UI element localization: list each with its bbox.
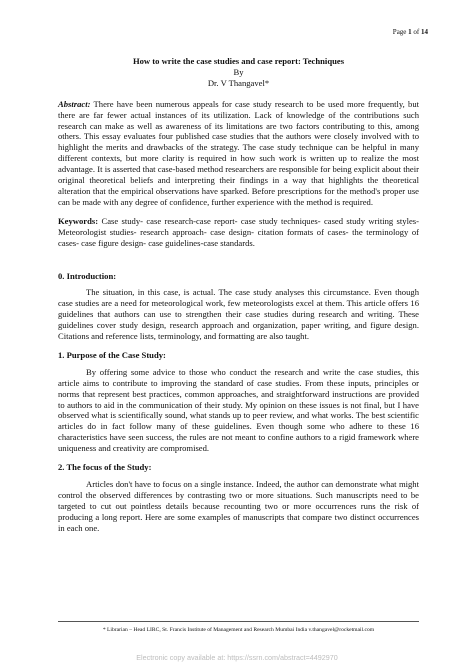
- section-text-introduction: The situation, in this case, is actual. The case study analyses this circumstance. Even though case studies are a need for meteorological work, few meteorologists excel at them. This article offers 16 guidelines that authors can use to strengthen their case studies during research and writing. These guidelines cover study design, research approach and organization, paper writing, and figure design. Citations and reference lists, terminology, and formatting are also taught.: [58, 287, 419, 342]
- section-text-focus: Articles don't have to focus on a single instance. Indeed, the author can demonstrate what might control the observed differences by contrasting two or more situations. Such manuscripts need to be targeted to cut out pointless details because recounting two or more occurrences runs the risk of producing a long report. Here are some examples of manuscripts that compare two distinct occurrences in each one.: [58, 479, 419, 533]
- section-text-purpose: By offering some advice to those who conduct the research and write the case studies, this article aims to contribute to improving the standard of case studies. From these inputs, principles or norms that represent best practices, common approaches, and straightforward instructions are provided to authors to aid in the communication of their study. My opinion on these issues is not final, but I have observed what is scientifically sound, what stands up to peer review, and what works. The best scientific articles do in fact follow many of these guidelines. Even though some who adhere to these 16 characteristics have seen success, the rules are not meant to confine authors to a rigid framework where uniqueness and creativity are compromised.: [58, 366, 419, 454]
- ssrn-watermark[interactable]: Electronic copy available at: https://ssrn.com/abstract=4492970: [136, 653, 338, 662]
- paper-title: How to write the case studies and case report: Techniques: [132, 56, 345, 66]
- footnote-rule: [58, 621, 419, 622]
- keywords-text: Case study- case research-case report- case study techniques- cased study writing styles- Meteorologist studies- research approach- case design- citation formats of cases- the terminology of cases- case figure design- case guidelines-case standards.: [58, 215, 419, 248]
- by-line: By: [233, 66, 244, 77]
- page-number: [393, 28, 428, 37]
- page-number-separator: of: [411, 28, 421, 36]
- author-name: Dr. V Thangavel*: [207, 77, 270, 88]
- paper-body: [58, 56, 419, 542]
- footnote: * Librarian – Head LIRC, St. Francis Institute of Management and Research Mumbai India v.thangavel@rocketmail.com: [102, 627, 375, 633]
- section-heading-focus: 2. The focus of the Study:: [58, 462, 152, 473]
- page-number-prefix: Page: [392, 28, 409, 36]
- keywords-label: Keywords:: [58, 215, 99, 226]
- abstract-text: There have been numerous appeals for case study research to be used more frequently, but there are far fewer actual instances of its utilization. Lack of knowledge of the contributions such research can make as well as awareness of its limitations are two factors contributing to this, among others. This essay evaluates four published case studies that the authors were closely involved with to highlight the merits and drawbacks of the strategy. The case study technique can be helpful in many different contexts, but more clarity is required in how such work is written up to realize the most advantage. It is asserted that case-based method researchers are responsible for being explicit about their original theoretical beliefs and interpreting their findings in a way that highlights the theoretical alteration that the empirical observations have sparked. Before prescriptions for the method's proper use can be made with any degree of confidence, further experience with the method is required.: [58, 98, 419, 207]
- keywords: [58, 216, 419, 249]
- abstract: [58, 99, 419, 208]
- page-number-current: 1: [408, 28, 412, 36]
- page-number-total: 14: [421, 28, 428, 36]
- section-heading-introduction: 0. Introduction:: [58, 270, 117, 281]
- section-heading-purpose: 1. Purpose of the Case Study:: [58, 349, 166, 360]
- abstract-label: Abstract:: [58, 98, 91, 109]
